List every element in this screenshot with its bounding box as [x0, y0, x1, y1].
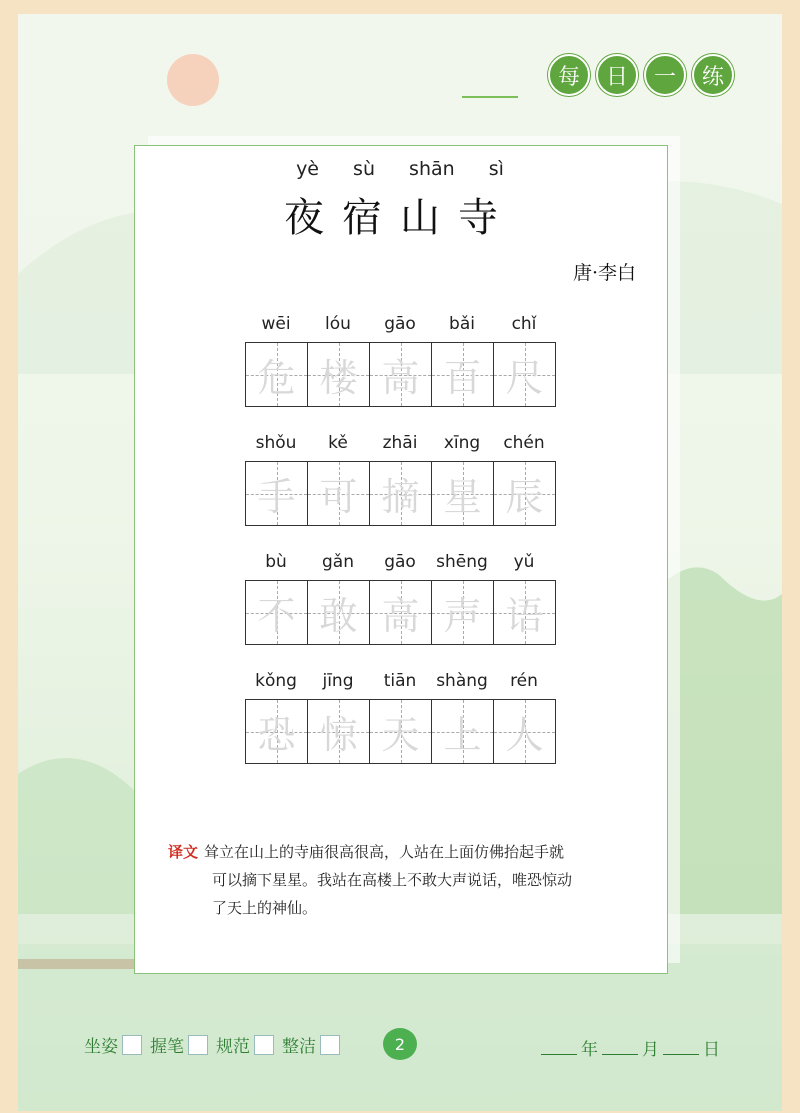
title-pinyin	[0, 158, 800, 180]
translation-text: 可以摘下星星。我站在高楼上不敢大声说话，唯恐惊动	[212, 871, 573, 889]
poem-line	[245, 552, 556, 645]
trace-char: 尺	[505, 356, 544, 400]
tracing-cell[interactable]	[308, 700, 370, 763]
check-label: 握笔	[150, 1037, 184, 1057]
translation-text: 耸立在山上的寺庙很高很高，人站在上面仿佛抬起手就	[204, 843, 565, 861]
pinyin: shǒu	[255, 433, 297, 453]
day-label: 日	[703, 1040, 720, 1060]
pinyin: bù	[265, 552, 287, 572]
pinyin: shēng	[436, 552, 488, 572]
trace-char: 高	[381, 594, 420, 638]
banner-line-left	[462, 96, 518, 98]
trace-char: 楼	[319, 356, 358, 400]
pinyin: yǔ	[513, 552, 535, 572]
tracing-cell[interactable]	[308, 581, 370, 644]
check-label: 规范	[216, 1037, 250, 1057]
trace-char: 天	[381, 713, 420, 757]
trace-char: 惊	[319, 713, 358, 757]
banner-char: 练	[692, 54, 734, 96]
poem-author: 唐·李白	[572, 262, 636, 284]
tracing-cell[interactable]	[246, 343, 308, 406]
tracing-cell[interactable]	[494, 700, 556, 763]
checkbox[interactable]	[254, 1035, 274, 1055]
trace-char: 危	[257, 356, 296, 400]
trace-char: 人	[505, 713, 544, 757]
tracing-cell[interactable]	[494, 581, 556, 644]
month-blank[interactable]	[602, 1054, 638, 1055]
tracing-cell[interactable]	[494, 462, 556, 525]
trace-char: 语	[505, 594, 544, 638]
tracing-cell[interactable]	[370, 462, 432, 525]
checkbox[interactable]	[122, 1035, 142, 1055]
pinyin: jīng	[322, 671, 354, 691]
trace-char: 恐	[257, 713, 296, 757]
trace-char: 不	[257, 594, 296, 638]
pinyin: chǐ	[511, 314, 537, 334]
tracing-cell[interactable]	[432, 462, 494, 525]
year-blank[interactable]	[541, 1054, 577, 1055]
poem-line	[245, 314, 556, 407]
trace-char: 敢	[319, 594, 358, 638]
trace-char: 星	[443, 475, 482, 519]
tracing-cell[interactable]	[432, 700, 494, 763]
month-label: 月	[642, 1040, 659, 1060]
page-number: 2	[383, 1028, 417, 1060]
pinyin: shàng	[436, 671, 488, 691]
tracing-cell[interactable]	[432, 343, 494, 406]
pinyin: xīng	[443, 433, 481, 453]
pinyin: gāo	[384, 552, 416, 572]
trace-char: 高	[381, 356, 420, 400]
pinyin: rén	[510, 671, 538, 691]
trace-char: 百	[443, 356, 482, 400]
pinyin: wēi	[261, 314, 291, 334]
writing-grid	[245, 699, 556, 764]
writing-grid	[245, 342, 556, 407]
trace-char: 辰	[505, 475, 544, 519]
pinyin: bǎi	[449, 314, 475, 334]
translation	[168, 838, 638, 922]
translation-label: 译文	[168, 843, 199, 861]
check-label: 坐姿	[84, 1037, 118, 1057]
pinyin: chén	[503, 433, 545, 453]
pinyin: lóu	[325, 314, 351, 334]
self-check-footer	[84, 1032, 348, 1057]
pinyin: gǎn	[322, 552, 354, 572]
year-label: 年	[581, 1040, 598, 1060]
trace-char: 声	[443, 594, 482, 638]
pinyin: kǒng	[255, 671, 297, 691]
day-blank[interactable]	[663, 1054, 699, 1055]
tracing-cell[interactable]	[370, 700, 432, 763]
pinyin: tiān	[383, 671, 417, 691]
daily-practice-banner	[548, 54, 734, 96]
checkbox[interactable]	[320, 1035, 340, 1055]
tracing-cell[interactable]	[246, 581, 308, 644]
tracing-cell[interactable]	[432, 581, 494, 644]
tracing-cell[interactable]	[308, 343, 370, 406]
pinyin: yè	[296, 158, 319, 180]
trace-char: 摘	[381, 475, 420, 519]
tracing-cell[interactable]	[370, 581, 432, 644]
checkbox[interactable]	[188, 1035, 208, 1055]
poem-title: 夜宿山寺	[284, 195, 516, 241]
trace-char: 上	[443, 713, 482, 757]
writing-grid	[245, 461, 556, 526]
pinyin: gāo	[384, 314, 416, 334]
pinyin: shān	[409, 158, 455, 180]
banner-char: 每	[548, 54, 590, 96]
tracing-cell[interactable]	[494, 343, 556, 406]
tracing-cell[interactable]	[246, 462, 308, 525]
check-label: 整洁	[282, 1037, 316, 1057]
banner-char: 日	[596, 54, 638, 96]
tracing-cell[interactable]	[246, 700, 308, 763]
banner-char: 一	[644, 54, 686, 96]
pinyin: sù	[353, 158, 375, 180]
pinyin: zhāi	[382, 433, 418, 453]
pinyin: kě	[328, 433, 348, 453]
poem-line	[245, 671, 556, 764]
tracing-cell[interactable]	[308, 462, 370, 525]
date-field	[537, 1035, 720, 1060]
tracing-cell[interactable]	[370, 343, 432, 406]
trace-char: 手	[257, 475, 296, 519]
writing-grid	[245, 580, 556, 645]
translation-text: 了天上的神仙。	[212, 899, 318, 917]
trace-char: 可	[319, 475, 358, 519]
pinyin: sì	[488, 158, 504, 180]
poem-line	[245, 433, 556, 526]
